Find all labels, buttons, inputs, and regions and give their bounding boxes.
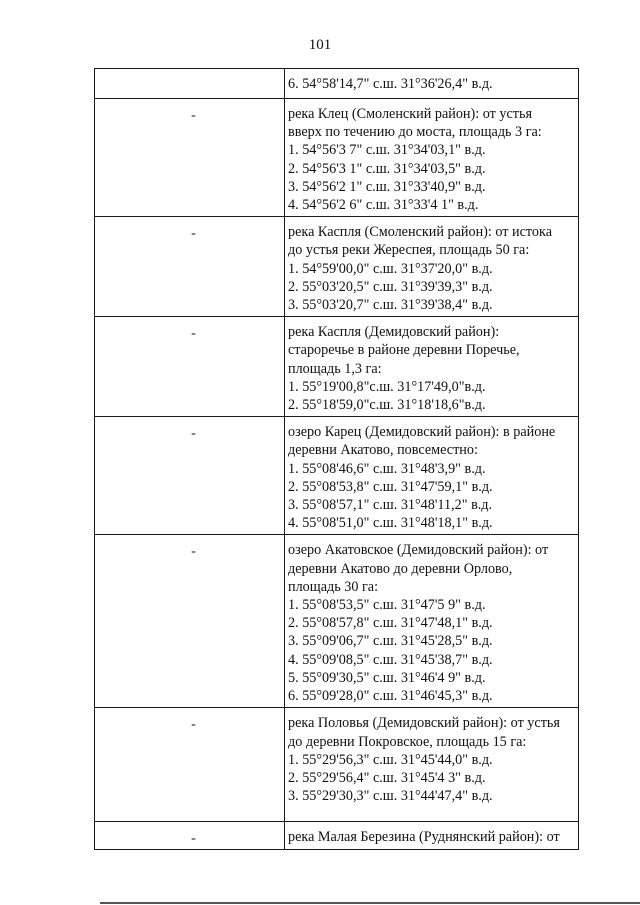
row-marker: -	[191, 426, 196, 442]
entry-text	[285, 535, 578, 707]
table-row	[95, 99, 579, 217]
coordinate-line: 1. 55°29'56,3" с.ш. 31°45'44,0" в.д.	[288, 751, 493, 768]
description-line: площадь 1,3 га:	[288, 360, 382, 377]
description-line: площадь 30 га:	[288, 578, 379, 595]
regulation-table	[94, 68, 579, 850]
marker-cell	[95, 535, 285, 708]
entry-text	[285, 417, 578, 534]
entry-text	[285, 69, 578, 95]
entry-text	[285, 822, 578, 848]
entry-cell	[285, 708, 579, 822]
table-row	[95, 417, 579, 535]
marker-cell	[95, 822, 285, 850]
row-marker: -	[191, 831, 196, 847]
entry-cell	[285, 317, 579, 417]
description-line: озеро Акатовское (Демидовский район): от	[288, 542, 549, 559]
coordinate-line: 3. 54°56'2 1" с.ш. 31°33'40,9" в.д.	[288, 178, 486, 195]
row-marker: -	[191, 226, 196, 242]
coordinate-line: 1. 54°59'00,0" с.ш. 31°37'20,0" в.д.	[288, 260, 493, 277]
coordinate-line: 2. 55°18'59,0"с.ш. 31°18'18,6"в.д.	[288, 397, 486, 414]
table-row	[95, 708, 579, 822]
row-marker: -	[191, 326, 196, 342]
marker-cell	[95, 69, 285, 99]
coordinate-line: 2. 55°08'57,8" с.ш. 31°47'48,1" в.д.	[288, 615, 493, 632]
entry-cell	[285, 822, 579, 850]
coordinate-line: 6. 54°58'14,7" с.ш. 31°36'26,4" в.д.	[288, 76, 493, 92]
entry-text	[285, 99, 578, 216]
row-marker: -	[191, 544, 196, 560]
coordinate-line: 4. 55°09'08,5" с.ш. 31°45'38,7" в.д.	[288, 651, 493, 668]
description-line: река Каспля (Смоленский район): от истока	[288, 224, 552, 241]
description-line: до деревни Покровское, площадь 15 га:	[288, 733, 527, 750]
description-line: река Половья (Демидовский район): от устья	[288, 715, 560, 732]
entry-cell	[285, 417, 579, 535]
page-number: 101	[308, 37, 332, 53]
coordinate-line: 1. 55°08'46,6" с.ш. 31°48'3,9" в.д.	[288, 460, 486, 477]
coordinate-line: 3. 55°03'20,7" с.ш. 31°39'38,4" в.д.	[288, 297, 493, 314]
marker-cell	[95, 417, 285, 535]
coordinate-line: 1. 54°56'3 7" с.ш. 31°34'03,1" в.д.	[288, 142, 486, 159]
coordinate-line: 3. 55°08'57,1" с.ш. 31°48'11,2" в.д.	[288, 497, 493, 514]
entry-cell	[285, 69, 579, 99]
description-line: деревни Акатово, повсеместно:	[288, 442, 478, 459]
coordinate-line: 2. 55°29'56,4" с.ш. 31°45'4 3" в.д.	[288, 769, 486, 786]
entry-cell	[285, 99, 579, 217]
coordinate-line: 3. 55°29'30,3" с.ш. 31°44'47,4" в.д.	[288, 788, 493, 805]
description-line: деревни Акатово до деревни Орлово,	[288, 560, 513, 577]
entry-text	[285, 708, 578, 807]
table-row	[95, 822, 579, 850]
table-row	[95, 317, 579, 417]
description-line: до устья реки Жереспея, площадь 50 га:	[288, 242, 530, 259]
coordinate-line: 1. 55°19'00,8"с.ш. 31°17'49,0"в.д.	[288, 378, 486, 395]
table-body	[95, 69, 579, 850]
description-line: озеро Карец (Демидовский район): в районе	[288, 424, 556, 441]
marker-cell	[95, 99, 285, 217]
coordinate-line: 4. 55°08'51,0" с.ш. 31°48'18,1" в.д.	[288, 515, 493, 532]
entry-text	[285, 217, 578, 316]
row-marker	[95, 69, 284, 77]
table-row	[95, 535, 579, 708]
coordinate-line: 2. 55°08'53,8" с.ш. 31°47'59,1" в.д.	[288, 478, 493, 495]
table-row	[95, 69, 579, 99]
description-line: река Малая Березина (Руднянский район): от	[288, 829, 560, 846]
coordinate-line: 5. 55°09'30,5" с.ш. 31°46'4 9" в.д.	[288, 669, 486, 686]
entry-cell	[285, 535, 579, 708]
coordinate-line: 1. 55°08'53,5" с.ш. 31°47'5 9" в.д.	[288, 597, 486, 614]
entry-cell	[285, 217, 579, 317]
coordinate-line: 4. 54°56'2 6" с.ш. 31°33'4 1" в.д.	[288, 197, 479, 214]
marker-cell	[95, 317, 285, 417]
row-marker: -	[191, 108, 196, 123]
coordinate-line: 6. 55°09'28,0" с.ш. 31°46'45,3" в.д.	[288, 688, 493, 705]
description-line: река Клец (Смоленский район): от устья	[288, 106, 532, 122]
coordinate-line: 3. 55°09'06,7" с.ш. 31°45'28,5" в.д.	[288, 633, 493, 650]
coordinate-line: 2. 55°03'20,5" с.ш. 31°39'39,3" в.д.	[288, 278, 493, 295]
entry-text	[285, 317, 578, 416]
marker-cell	[95, 708, 285, 822]
table-row	[95, 217, 579, 317]
row-marker: -	[191, 717, 196, 733]
marker-cell	[95, 217, 285, 317]
page-bottom-edge	[100, 902, 640, 904]
description-line: река Каспля (Демидовский район):	[288, 324, 500, 341]
description-line: старoречье в районе деревни Поречье,	[288, 342, 520, 359]
description-line: вверх по течению до моста, площадь 3 га:	[288, 124, 542, 141]
coordinate-line: 2. 54°56'3 1" с.ш. 31°34'03,5" в.д.	[288, 160, 486, 177]
